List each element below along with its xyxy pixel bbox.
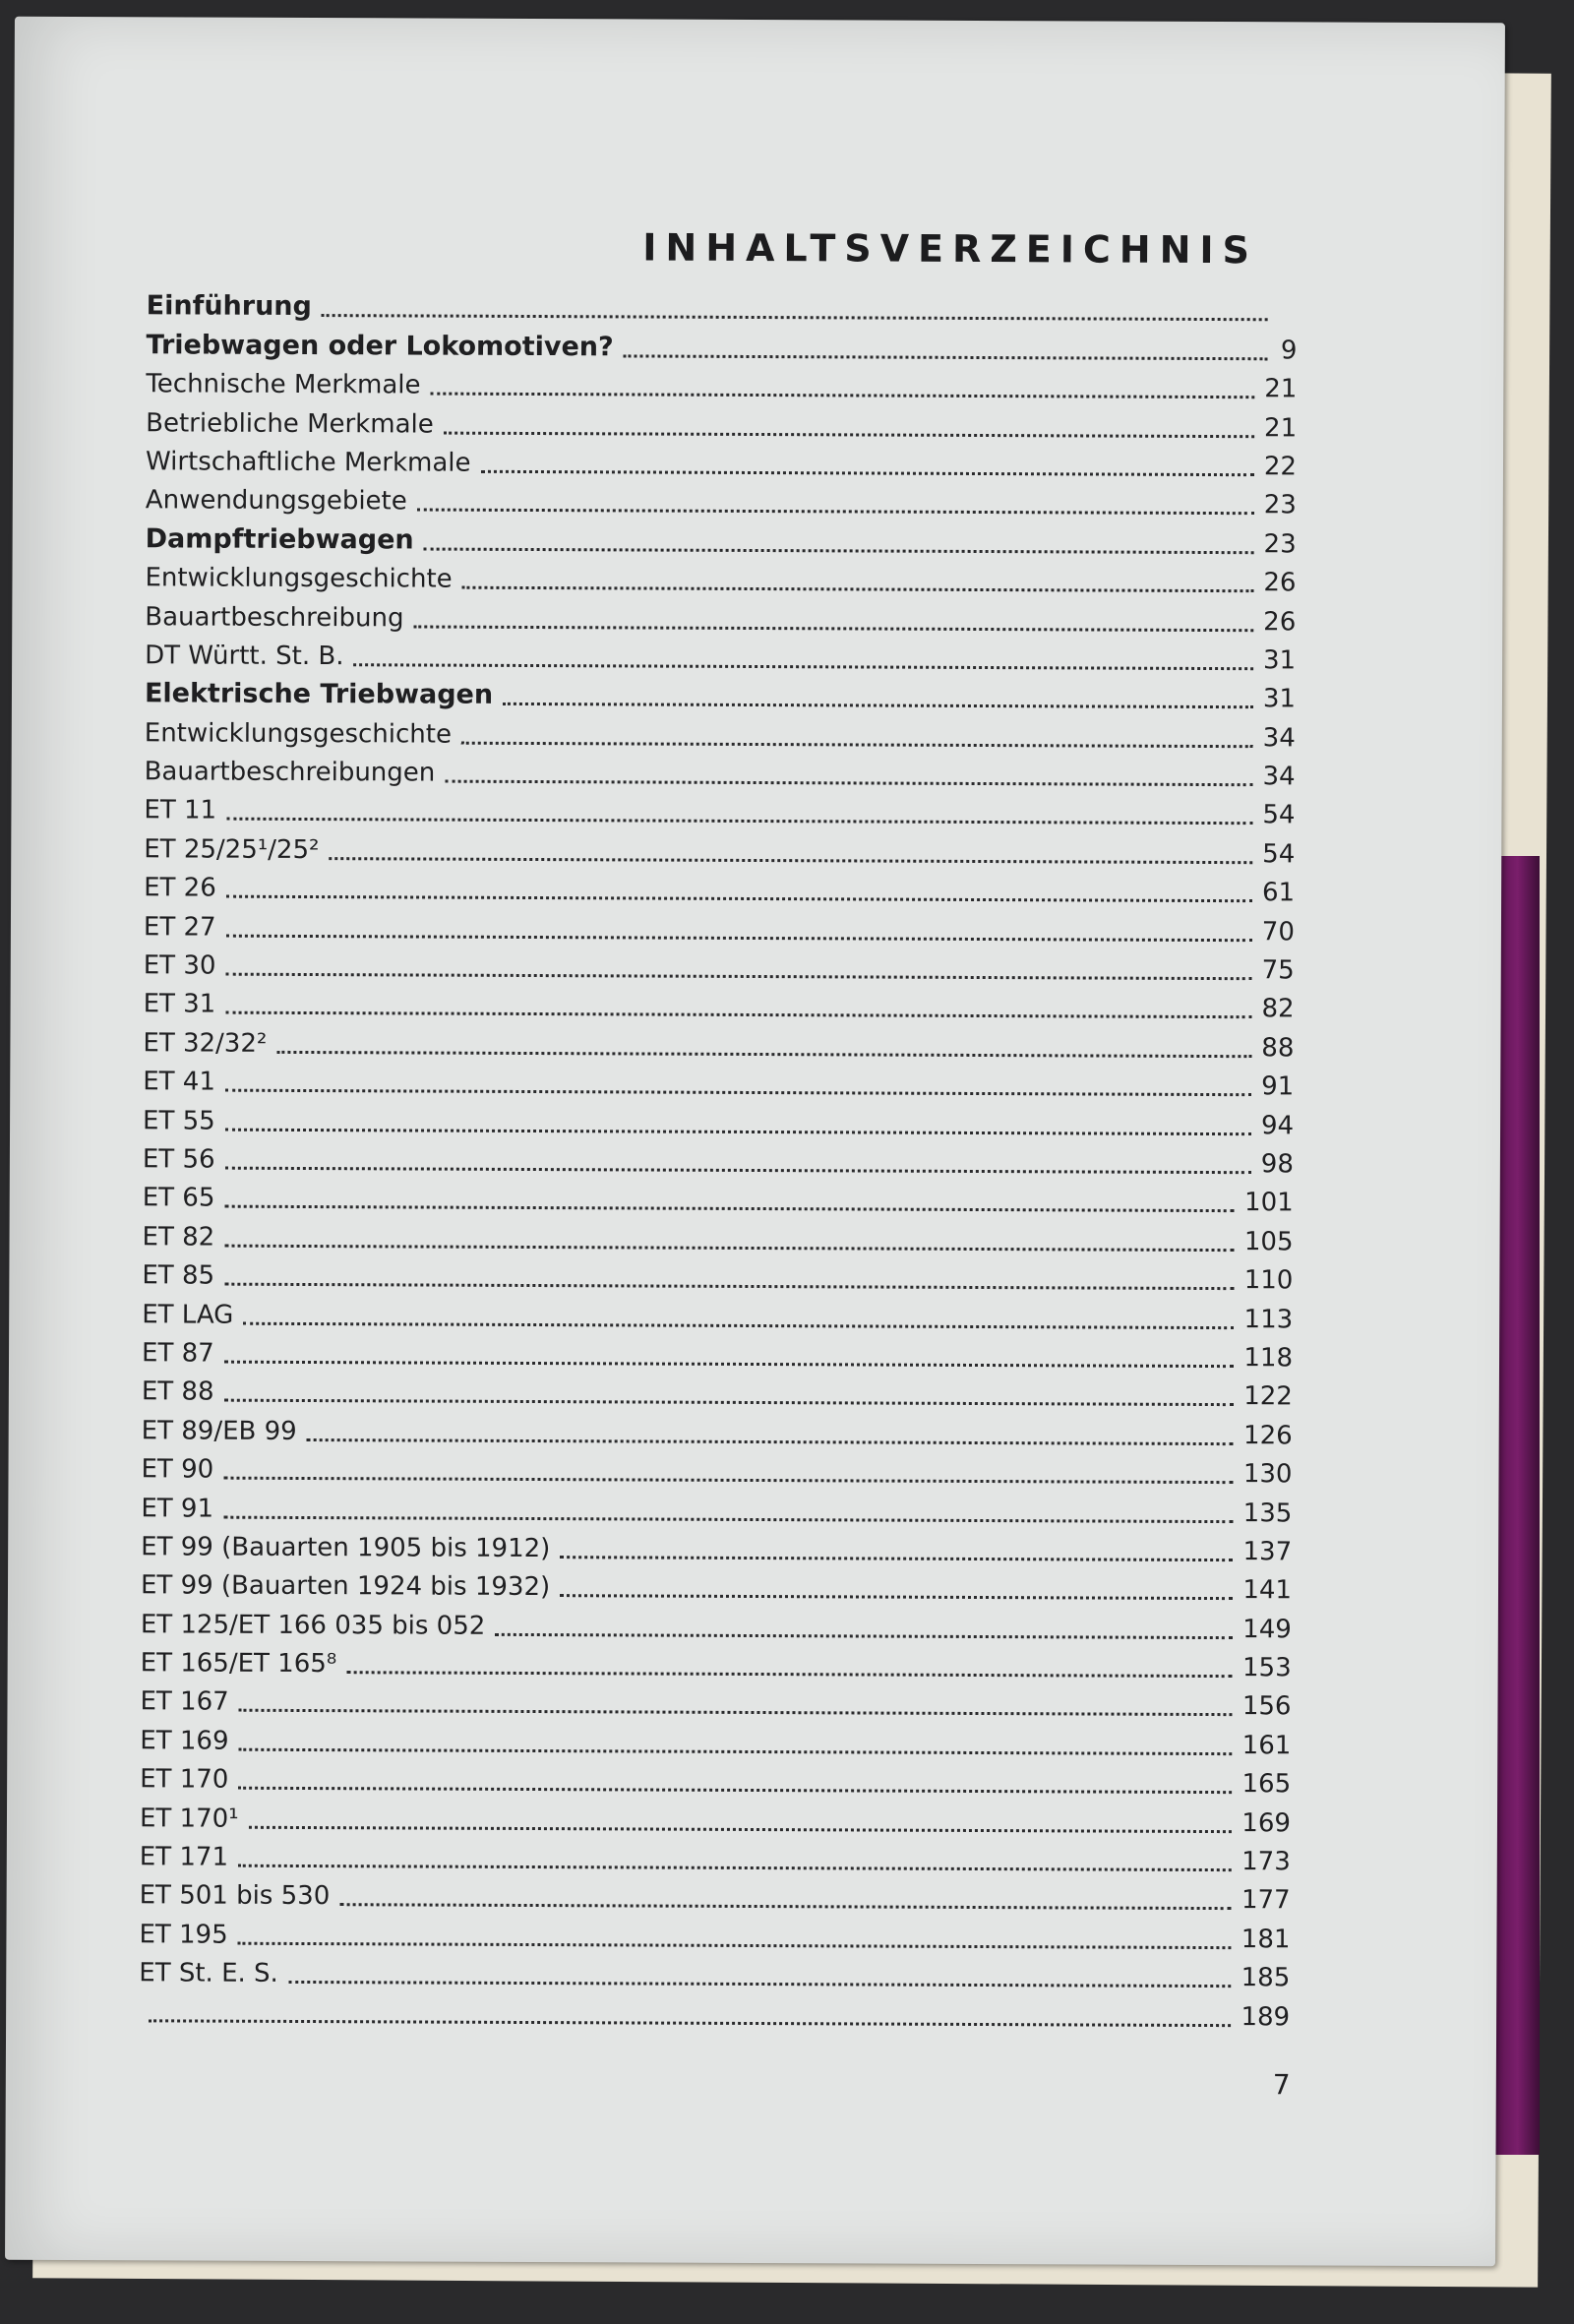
toc-entry bbox=[141, 1637, 1292, 1681]
toc-entry-page: 94 bbox=[1260, 1110, 1295, 1140]
toc-entry bbox=[144, 862, 1296, 908]
toc-entry bbox=[145, 630, 1297, 676]
toc-entry-page: 9 bbox=[1280, 336, 1298, 366]
toc-entry-page: 70 bbox=[1261, 916, 1295, 948]
toc-entry-label: ET 501 bis 530 bbox=[139, 1880, 331, 1912]
toc-entry-page: 135 bbox=[1242, 1498, 1293, 1528]
toc-entry-label: ET 87 bbox=[141, 1338, 214, 1369]
toc-entry bbox=[146, 397, 1298, 443]
toc-entry-page: 91 bbox=[1261, 1071, 1295, 1102]
toc-entry-page: 34 bbox=[1262, 722, 1296, 754]
toc-entry-page: 54 bbox=[1262, 800, 1296, 830]
toc-entry-page: 153 bbox=[1241, 1653, 1292, 1683]
toc-entry bbox=[143, 1017, 1295, 1064]
toc-entry bbox=[141, 1521, 1293, 1567]
toc-entry bbox=[139, 1986, 1291, 2032]
toc-entry-page: 156 bbox=[1241, 1691, 1292, 1722]
toc-entry-page: 165 bbox=[1241, 1769, 1292, 1800]
toc-entry-label: ET 32/32² bbox=[143, 1028, 268, 1059]
toc-entry bbox=[141, 1443, 1293, 1490]
toc-entry-label: ET 169 bbox=[140, 1726, 229, 1756]
toc-entry-label: ET 99 (Bauarten 1924 bis 1932) bbox=[140, 1570, 551, 1603]
toc-entry bbox=[144, 707, 1296, 754]
toc-entry bbox=[140, 1753, 1292, 1800]
toc-entry bbox=[139, 1793, 1292, 1839]
toc-entry-page: 149 bbox=[1242, 1614, 1292, 1645]
toc-entry bbox=[147, 280, 1298, 324]
toc-entry-label: ET 91 bbox=[141, 1493, 214, 1524]
toc-entry bbox=[145, 590, 1297, 637]
toc-entry-page: 118 bbox=[1243, 1343, 1294, 1374]
toc-entry bbox=[143, 901, 1295, 948]
toc-entry bbox=[146, 474, 1297, 518]
toc-entry-page: 21 bbox=[1264, 374, 1298, 404]
toc-entry-label: ET 25/25¹/25² bbox=[144, 834, 320, 865]
toc-entry-label: Entwicklungsgeschichte bbox=[144, 717, 453, 750]
toc-entry-page: 113 bbox=[1243, 1304, 1294, 1334]
toc-entry-page: 169 bbox=[1241, 1807, 1292, 1839]
toc-entry bbox=[140, 1560, 1293, 1606]
toc-entry bbox=[143, 978, 1295, 1024]
book-page bbox=[5, 17, 1505, 2267]
toc-entry-page: 137 bbox=[1242, 1537, 1293, 1567]
toc-entry bbox=[144, 746, 1296, 792]
toc-entry bbox=[140, 1715, 1292, 1761]
toc-entry-label: ET 167 bbox=[140, 1686, 229, 1718]
toc-entry-page: 185 bbox=[1241, 1963, 1291, 1993]
toc-entry-page: 173 bbox=[1241, 1847, 1291, 1877]
toc-entry bbox=[144, 784, 1296, 830]
toc-entry-label: Bauartbeschreibung bbox=[145, 601, 404, 633]
toc-leader-dots bbox=[480, 470, 1253, 476]
toc-entry bbox=[142, 1211, 1294, 1257]
toc-entry bbox=[145, 514, 1297, 560]
toc-entry-label: ET 30 bbox=[143, 950, 216, 981]
toc-entry bbox=[139, 1869, 1291, 1916]
toc-entry-label: Einführung bbox=[146, 290, 312, 323]
page-number: 7 bbox=[1272, 2068, 1291, 2102]
toc-leader-dots bbox=[503, 703, 1253, 708]
toc-entry-page: 23 bbox=[1263, 528, 1297, 560]
toc-entry-page: 126 bbox=[1242, 1420, 1293, 1451]
toc-entry bbox=[142, 1133, 1294, 1180]
toc-entry-page: 101 bbox=[1244, 1188, 1294, 1218]
toc-entry-page: 141 bbox=[1242, 1575, 1293, 1606]
toc-entry-label: ET 99 (Bauarten 1905 bis 1912) bbox=[141, 1532, 551, 1563]
toc-entry-label: Entwicklungsgeschichte bbox=[145, 563, 453, 594]
toc-entry bbox=[139, 1947, 1291, 1993]
toc-entry-page: 22 bbox=[1263, 452, 1298, 482]
toc-leader-dots bbox=[495, 1633, 1233, 1639]
toc-entry-label: ET LAG bbox=[142, 1299, 234, 1330]
toc-entry-page: 122 bbox=[1243, 1381, 1293, 1412]
toc-entry-page: 105 bbox=[1243, 1226, 1294, 1257]
toc-entry-page: 181 bbox=[1241, 1924, 1291, 1955]
table-of-contents bbox=[139, 280, 1298, 2030]
toc-leader-dots bbox=[560, 1594, 1233, 1600]
toc-entry-page: 82 bbox=[1261, 994, 1295, 1024]
page-title: INHALTSVERZEICHNIS bbox=[642, 225, 1259, 273]
toc-entry bbox=[139, 1831, 1291, 1877]
toc-entry bbox=[142, 1250, 1294, 1296]
toc-entry-page: 34 bbox=[1262, 762, 1296, 792]
toc-entry-label: ET 27 bbox=[143, 911, 216, 943]
toc-entry bbox=[143, 1094, 1295, 1140]
toc-entry-label: ET 170¹ bbox=[139, 1803, 239, 1834]
toc-entry-label: Wirtschaftliche Merkmale bbox=[145, 447, 471, 478]
toc-entry-page: 21 bbox=[1264, 412, 1298, 443]
toc-entry-label: ET 11 bbox=[144, 795, 217, 826]
toc-entry-label: ET 89/EB 99 bbox=[141, 1415, 297, 1446]
toc-entry-label: ET 90 bbox=[141, 1454, 214, 1485]
toc-leader-dots bbox=[461, 741, 1253, 748]
toc-entry-page: 23 bbox=[1263, 490, 1297, 520]
toc-entry-label: ET 65 bbox=[142, 1183, 215, 1213]
toc-entry-page: 177 bbox=[1241, 1885, 1291, 1916]
toc-entry bbox=[141, 1327, 1294, 1374]
toc-entry-page: 54 bbox=[1262, 839, 1296, 870]
toc-entry-page: 110 bbox=[1243, 1265, 1294, 1296]
toc-entry bbox=[142, 1172, 1294, 1218]
toc-entry bbox=[141, 1405, 1293, 1451]
toc-entry-label: Elektrische Triebwagen bbox=[144, 678, 494, 711]
toc-entry bbox=[139, 1909, 1291, 1955]
toc-entry-label: ET 26 bbox=[144, 873, 216, 903]
toc-entry-page: 61 bbox=[1261, 878, 1296, 908]
toc-entry bbox=[144, 668, 1297, 714]
toc-leader-dots bbox=[560, 1556, 1233, 1561]
toc-entry-page: 31 bbox=[1262, 684, 1297, 714]
toc-entry-label: ET 82 bbox=[142, 1222, 215, 1253]
toc-entry-label: ET 171 bbox=[139, 1842, 229, 1872]
toc-entry bbox=[146, 320, 1298, 366]
toc-entry-label: Dampftriebwagen bbox=[145, 523, 414, 556]
toc-entry bbox=[140, 1599, 1292, 1645]
toc-entry-page: 75 bbox=[1261, 955, 1295, 986]
toc-entry-label: ET 195 bbox=[139, 1920, 228, 1950]
toc-entry bbox=[142, 1288, 1294, 1334]
toc-entry-label: Triebwagen oder Lokomotiven? bbox=[146, 330, 614, 363]
toc-entry-label: ET 85 bbox=[142, 1260, 215, 1291]
toc-entry-label: ET 55 bbox=[143, 1105, 215, 1136]
toc-entry-label: ET St. E. S. bbox=[139, 1958, 278, 1989]
toc-entry-label: Anwendungsgebiete bbox=[145, 485, 407, 517]
toc-entry-page: 130 bbox=[1242, 1459, 1293, 1490]
toc-entry bbox=[144, 824, 1296, 870]
toc-entry-page: 26 bbox=[1263, 568, 1297, 598]
toc-entry-label: ET 125/ET 166 035 bis 052 bbox=[140, 1609, 486, 1641]
toc-entry bbox=[146, 358, 1298, 404]
toc-entry-label: ET 31 bbox=[143, 989, 216, 1020]
toc-entry bbox=[141, 1482, 1293, 1528]
toc-entry-page: 26 bbox=[1263, 606, 1297, 637]
toc-entry-label: Bauartbeschreibungen bbox=[144, 757, 436, 788]
toc-entry-label: ET 170 bbox=[140, 1764, 229, 1795]
toc-entry-label: ET 88 bbox=[141, 1376, 214, 1407]
toc-entry-page: 98 bbox=[1260, 1149, 1294, 1180]
toc-entry bbox=[145, 552, 1297, 598]
book-cover-edge bbox=[1495, 856, 1540, 2155]
toc-entry-page: 88 bbox=[1261, 1033, 1295, 1064]
toc-leader-dots bbox=[624, 354, 1268, 360]
toc-entry-page: 189 bbox=[1241, 2001, 1291, 2032]
toc-entry-label: ET 165/ET 165⁸ bbox=[140, 1648, 337, 1680]
toc-entry-label: DT Württ. St. B. bbox=[145, 641, 344, 672]
toc-entry bbox=[140, 1676, 1292, 1722]
toc-entry bbox=[143, 940, 1295, 986]
toc-entry-label: ET 41 bbox=[143, 1067, 215, 1097]
toc-entry bbox=[143, 1056, 1295, 1102]
toc-entry-page: 161 bbox=[1241, 1731, 1292, 1761]
toc-entry-label: Technische Merkmale bbox=[146, 369, 421, 400]
toc-entry-label: Betriebliche Merkmale bbox=[146, 407, 434, 440]
toc-entry-label: ET 56 bbox=[142, 1144, 215, 1175]
toc-leader-dots bbox=[149, 2019, 1231, 2027]
toc-entry bbox=[141, 1366, 1293, 1412]
toc-leader-dots bbox=[462, 586, 1254, 593]
toc-entry bbox=[145, 436, 1298, 482]
toc-entry-page: 31 bbox=[1262, 645, 1297, 676]
